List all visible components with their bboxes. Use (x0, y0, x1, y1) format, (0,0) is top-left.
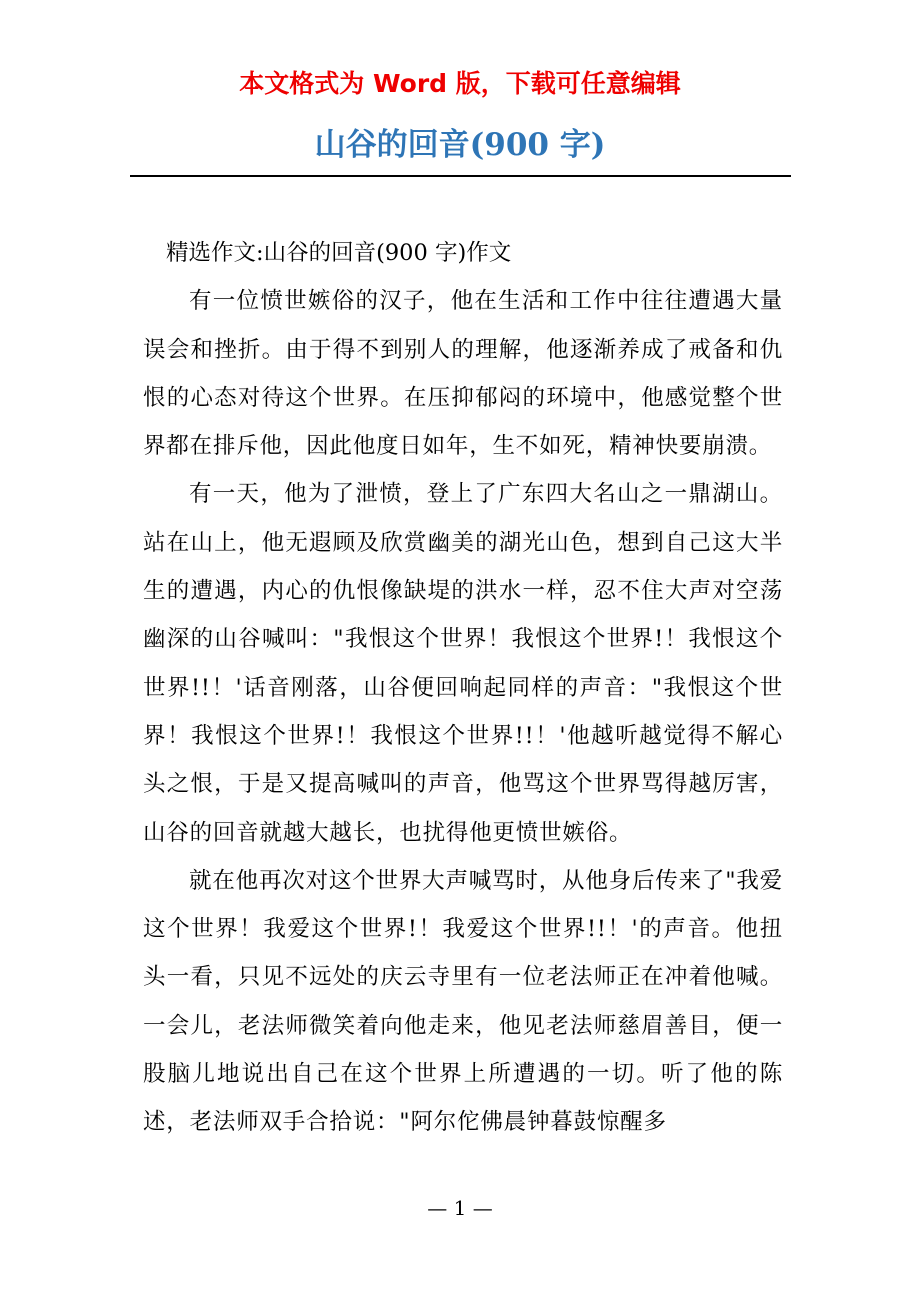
document-title: 山谷的回音(900 字) (314, 127, 606, 163)
article-subtitle: 精选作文:山谷的回音(900 字)作文 (166, 240, 512, 266)
download-banner: 本文格式为 Word 版，下载可任意编辑 (239, 69, 681, 98)
paragraph: 就在他再次对这个世界大声喊骂时，从他身后传来了"我爱这个世界！我爱这个世界!！我爱这个世界!!！'的声音。他扭头一看，只见不远处的庆云寺里有一位老法师正在冲着他喊。一会儿，老法师微笑着向他走来，他见老法师慈眉善目，便一股脑儿地说出自己在这个世界上所遭遇的一切。听了他的陈述，老法师双手合拾说："阿尔佗佛晨钟暮鼓惊醒多 (143, 867, 783, 1136)
paragraph: 有一位愤世嫉俗的汉子，他在生活和工作中往往遭遇大量误会和挫折。由于得不到别人的理解，他逐渐养成了戒备和仇恨的心态对待这个世界。在压抑郁闷的环境中，他感觉整个世界都在排斥他，因此他度日如年，生不如死，精神快要崩溃。 (143, 288, 783, 460)
document-body (143, 229, 783, 1147)
page-number: — 1 — (427, 1196, 493, 1220)
title-divider (130, 175, 791, 177)
paragraph: 有一天，他为了泄愤，登上了广东四大名山之一鼎湖山。站在山上，他无遐顾及欣赏幽美的湖光山色，想到自己这大半生的遭遇，内心的仇恨像缺堤的洪水一样，忍不住大声对空荡幽深的山谷喊叫："我恨这个世界！我恨这个世界!！我恨这个世界!!！'话音刚落，山谷便回响起同样的声音："我恨这个世界！我恨这个世界!！我恨这个世界!!！'他越听越觉得不解心头之恨，于是又提高喊叫的声音，他骂这个世界骂得越厉害，山谷的回音就越大越长，也扰得他更愤世嫉俗。 (143, 481, 783, 846)
